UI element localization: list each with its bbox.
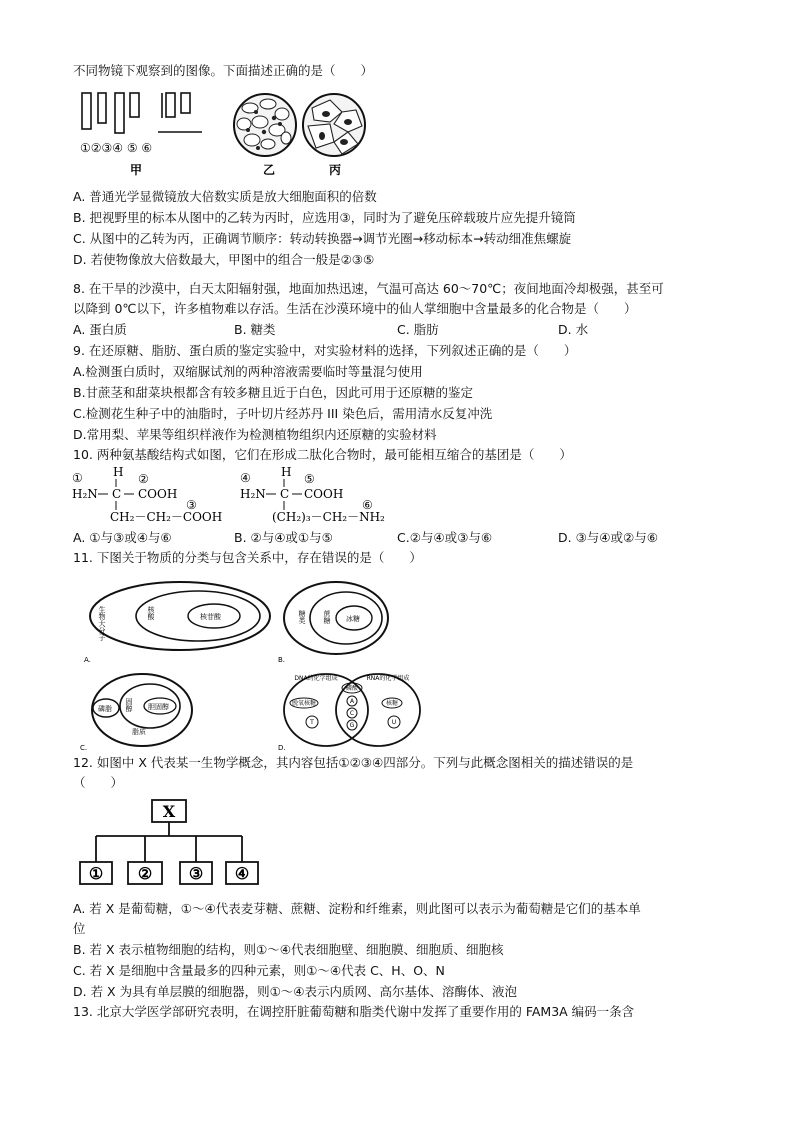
q12-option-b: B. 若 X 表示植物细胞的结构，则①～④代表细胞壁、细胞膜、细胞质、细胞核 xyxy=(73,942,504,957)
q8-option-b: B. 糖类 xyxy=(234,322,276,337)
q12-option-d: D. 若 X 为具有单层膜的细胞器，则①～④表示内质网、高尔基体、溶酶体、液泡 xyxy=(73,984,517,999)
q9-stem: 9. 在还原糖、脂肪、蛋白质的鉴定实验中，对实验材料的选择，下列叙述正确的是（ ） xyxy=(73,343,577,358)
aa1-cooh: COOH xyxy=(138,487,178,501)
q11-figure-a xyxy=(84,580,288,665)
aa1-num1: ① xyxy=(72,471,83,485)
figd-rna-label: RNA的化学组成 xyxy=(366,675,410,682)
q11-stem: 11. 下图关于物质的分类与包含关系中，存在错误的是（ ） xyxy=(73,550,422,565)
q12-option-a-line2: 位 xyxy=(73,921,86,936)
concept-map xyxy=(78,796,268,892)
q8-option-d: D. 水 xyxy=(558,322,589,337)
q11-figure-b xyxy=(278,580,398,665)
figa-tag: A. xyxy=(84,656,91,664)
q9-option-c: C.检测花生种子中的油脂时，子叶切片经苏丹 III 染色后，需用清水反复冲洗 xyxy=(73,406,493,421)
figc-tag: C. xyxy=(80,744,88,752)
figd-base-c: C xyxy=(349,710,355,717)
q12-stem-line2: （ ） xyxy=(73,775,124,790)
figd-phosphate: 磷酸 xyxy=(345,685,359,692)
fig-yi-circle xyxy=(234,94,296,156)
q10-option-b: B. ②与④或①与⑤ xyxy=(234,530,333,545)
amino-acid-2 xyxy=(240,465,410,527)
aa2-num6: ⑥ xyxy=(362,498,373,512)
figd-base-t: T xyxy=(310,719,314,726)
aa1-h: H xyxy=(113,465,124,479)
concept-box-2: ② xyxy=(137,864,153,883)
aa2-cooh: COOH xyxy=(304,487,344,501)
figd-dna-label: DNA的化学组成 xyxy=(294,675,338,682)
fig-jia xyxy=(78,88,208,178)
q7-stem-tail: 不同物镜下观察到的图像。下面描述正确的是（ ） xyxy=(73,63,374,78)
q9-option-d: D.常用梨、苹果等组织样液作为检测植物组织内还原糖的实验材料 xyxy=(73,427,437,442)
fig-yi-label: 乙 xyxy=(263,163,276,177)
figd-base-g: G xyxy=(349,722,355,729)
q11-figure-d xyxy=(278,670,427,754)
figb-outer-label: 糖类 xyxy=(298,610,306,624)
q12-stem-line1: 12. 如图中 X 代表某一生物学概念，其内容包括①②③④四部分。下列与此概念图相关的描述错误的是 xyxy=(73,755,634,770)
fig-bing-label: 丙 xyxy=(329,163,342,177)
aa1-num2: ② xyxy=(138,472,149,486)
q10-stem: 10. 两种氨基酸结构式如图，它们在形成二肽化合物时，最可能相互缩合的基团是（ ） xyxy=(73,447,572,462)
aa2-h: H xyxy=(281,465,292,479)
figd-ribose: 核糖 xyxy=(385,700,399,707)
q7-option-d: D. 若使物像放大倍数最大，甲图中的组合一般是②③⑤ xyxy=(73,252,375,267)
q12-option-a-line1: A. 若 X 是葡萄糖，①～④代表麦芽糖、蔗糖、淀粉和纤维素，则此图可以表示为葡萄糖是它们的基本单 xyxy=(73,901,641,916)
figc-outer-label: 脂质 xyxy=(132,728,146,736)
figb-inner-label: 冰糖 xyxy=(346,615,360,623)
figb-mid-label: 蔗糖 xyxy=(323,610,331,624)
aa1-c: C xyxy=(112,487,122,501)
aa2-num4: ④ xyxy=(240,471,251,485)
figd-base-u: U xyxy=(391,719,397,726)
figa-outer-label: 生物大分子 xyxy=(98,606,106,641)
aa1-chain: CH₂－CH₂－COOH xyxy=(110,510,223,524)
q12-option-c: C. 若 X 是细胞中含量最多的四种元素，则①～④代表 C、H、O、N xyxy=(73,963,445,978)
q8-stem-line1: 8. 在干旱的沙漠中，白天太阳辐射强，地面加热迅速，气温可高达 60～70℃；夜间地面冷却极强，甚至可 xyxy=(73,281,664,296)
aa2-chain: (CH₂)₃－CH₂－NH₂ xyxy=(272,510,385,524)
aa1-num3: ③ xyxy=(186,498,197,512)
q9-option-b: B.甘蔗茎和甜菜块根都含有较多糖且近于白色，因此可用于还原糖的鉴定 xyxy=(73,385,474,400)
figd-base-a: A xyxy=(349,698,355,705)
figc-inner-label: 胆固醇 xyxy=(148,703,169,711)
concept-root-label: X xyxy=(162,802,176,821)
aa2-c: C xyxy=(280,487,290,501)
aa2-nh2: H₂N xyxy=(240,487,266,501)
figa-mid-label: 核酸 xyxy=(147,606,155,620)
figd-tag: D. xyxy=(278,744,286,752)
q11-figure-c xyxy=(80,672,208,754)
figa-inner-label: 核苷酸 xyxy=(200,613,221,621)
fig-yi-bing xyxy=(230,92,375,180)
q7-option-c: C. 从图中的乙转为丙，正确调节顺序：转动转换器→调节光圈→移动标本→转动细准焦螺旋 xyxy=(73,231,572,246)
figc-mid-label: 固醇 xyxy=(125,698,133,712)
fig-jia-numbers: ①②③④ ⑤ ⑥ xyxy=(80,141,153,155)
fig-bing-circle xyxy=(303,94,365,156)
aa2-num5: ⑤ xyxy=(304,472,315,486)
q7-option-a: A. 普通光学显微镜放大倍数实质是放大细胞面积的倍数 xyxy=(73,189,377,204)
q13-stem: 13. 北京大学医学部研究表明，在调控肝脏葡萄糖和脂类代谢中发挥了重要作用的 FAM3A 编码一条含 xyxy=(73,1004,635,1019)
concept-box-1: ① xyxy=(88,864,104,883)
q8-option-c: C. 脂肪 xyxy=(397,322,439,337)
q7-option-b: B. 把视野里的标本从图中的乙转为丙时，应选用③，同时为了避免压碎载玻片应先提升镜筒 xyxy=(73,210,576,225)
q8-option-a: A. 蛋白质 xyxy=(73,322,127,337)
q10-option-c: C.②与④或③与⑥ xyxy=(397,530,493,545)
aa1-nh2: H₂N xyxy=(72,487,98,501)
concept-box-4: ④ xyxy=(234,864,250,883)
q10-option-a: A. ①与③或④与⑥ xyxy=(73,530,172,545)
fig-jia-label: 甲 xyxy=(130,163,143,177)
figc-left-label: 磷脂 xyxy=(98,705,112,713)
amino-acid-1 xyxy=(72,465,242,527)
q8-stem-line2: 以降到 0℃以下，许多植物难以存活。生活在沙漠环境中的仙人掌细胞中含量最多的化合物是（ ） xyxy=(73,301,637,316)
q10-option-d: D. ③与④或②与⑥ xyxy=(558,530,658,545)
figb-tag: B. xyxy=(278,656,286,664)
q9-option-a: A.检测蛋白质时，双缩脲试剂的两种溶液需要临时等量混匀使用 xyxy=(73,364,423,379)
concept-box-3: ③ xyxy=(188,864,204,883)
figd-deoxyribose: 脱氧核糖 xyxy=(291,700,317,707)
